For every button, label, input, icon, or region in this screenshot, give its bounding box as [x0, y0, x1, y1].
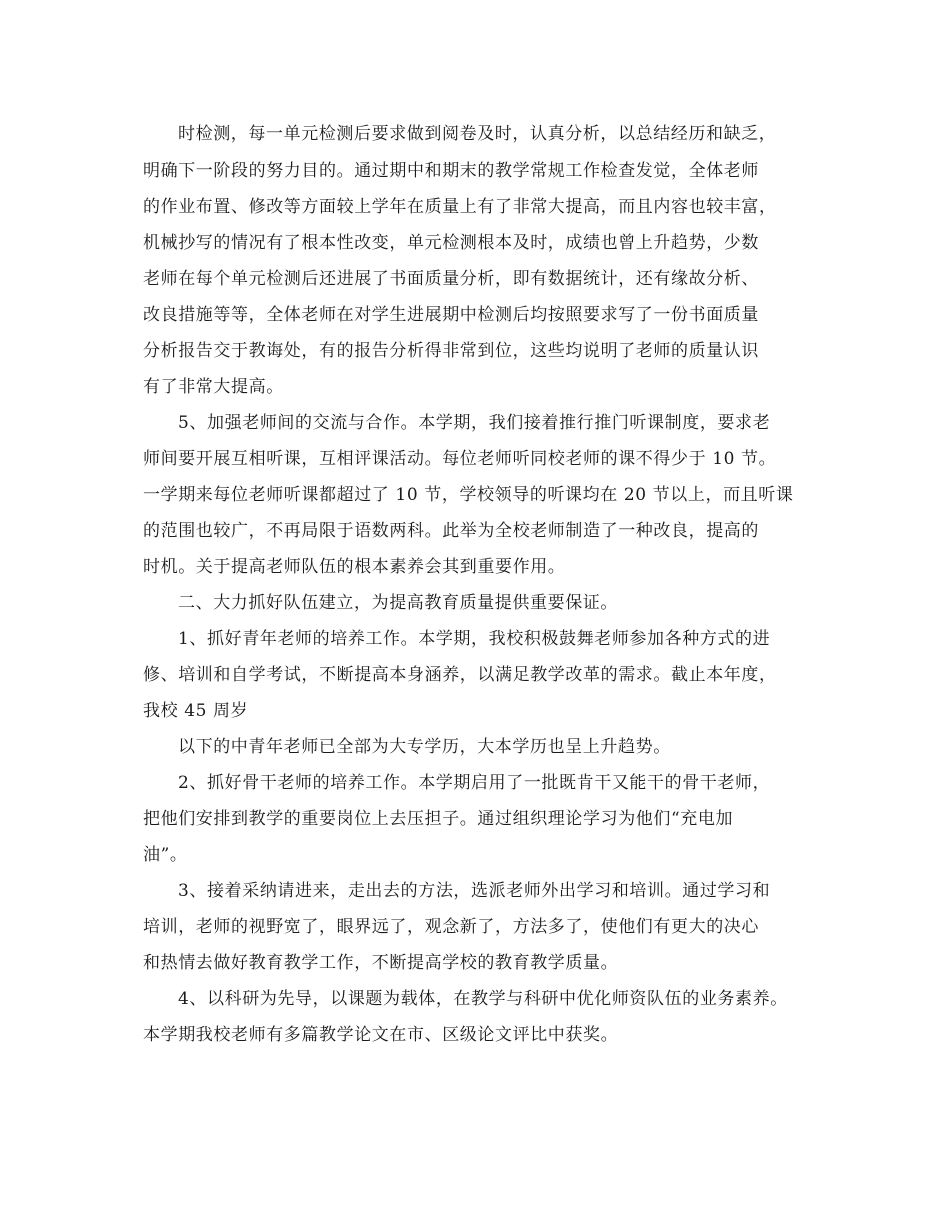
text-line: 5、加强老师间的交流与合作。本学期，我们接着推行推门听课制度，要求老 — [178, 413, 771, 433]
text-line: 师间要开展互相听课，互相评课活动。每位老师听同校老师的课不得少于 10 节。 — [143, 449, 777, 469]
text-line: 我校 45 周岁 — [143, 701, 249, 721]
text-line: 老师在每个单元检测后还进展了书面质量分析，即有数据统计，还有缘故分析、 — [143, 269, 759, 289]
text-line: 分析报告交于教诲处，有的报告分析得非常到位，这些均说明了老师的质量认识 — [143, 341, 759, 361]
text-line: 的范围也较广，不再局限于语数两科。此举为全校老师制造了一种改良，提高的 — [143, 521, 759, 541]
text-line: 4、以科研为先导，以课题为载体，在教学与科研中优化师资队伍的业务素养。 — [178, 989, 788, 1009]
text-line: 1、抓好青年老师的培养工作。本学期，我校积极鼓舞老师参加各种方式的进 — [178, 629, 771, 649]
text-line: 把他们安排到教学的重要岗位上去压担子。通过组织理论学习为他们“充电加 — [143, 809, 734, 829]
text-line: 机械抄写的情况有了根本性改变，单元检测根本及时，成绩也曾上升趋势，少数 — [143, 233, 759, 253]
text-line: 时检测，每一单元检测后要求做到阅卷及时，认真分析，以总结经历和缺乏， — [178, 124, 777, 144]
text-line: 一学期来每位老师听课都超过了 10 节，学校领导的听课均在 20 节以上，而且听课 — [143, 485, 794, 505]
text-line: 有了非常大提高。 — [143, 377, 284, 397]
text-line: 2、抓好骨干老师的培养工作。本学期启用了一批既肯干又能干的骨干老师， — [178, 773, 771, 793]
text-line: 二、大力抓好队伍建立，为提高教育质量提供重要保证。 — [178, 593, 618, 613]
text-line: 以下的中青年老师已全部为大专学历，大本学历也呈上升趋势。 — [178, 737, 671, 757]
text-line: 明确下一阶段的努力目的。通过期中和期末的教学常规工作检查发觉，全体老师 — [143, 161, 759, 181]
text-line: 的作业布置、修改等方面较上学年在质量上有了非常大提高，而且内容也较丰富， — [143, 197, 777, 217]
text-line: 培训，老师的视野宽了，眼界远了，观念新了，方法多了，使他们有更大的决心 — [143, 917, 759, 937]
text-line: 本学期我校老师有多篇教学论文在市、区级论文评比中获奖。 — [143, 1025, 619, 1045]
text-line: 3、接着采纳请进来，走出去的方法，选派老师外出学习和培训。通过学习和 — [178, 881, 771, 901]
text-line: 和热情去做好教育教学工作，不断提高学校的教育教学质量。 — [143, 953, 619, 973]
text-line: 改良措施等等，全体老师在对学生进展期中检测后均按照要求写了一份书面质量 — [143, 305, 759, 325]
text-line: 油”。 — [143, 845, 188, 865]
text-line: 修、培训和自学考试，不断提高本身涵养，以满足教学改革的需求。截止本年度， — [143, 665, 777, 685]
text-line: 时机。关于提高老师队伍的根本素养会其到重要作用。 — [143, 557, 566, 577]
